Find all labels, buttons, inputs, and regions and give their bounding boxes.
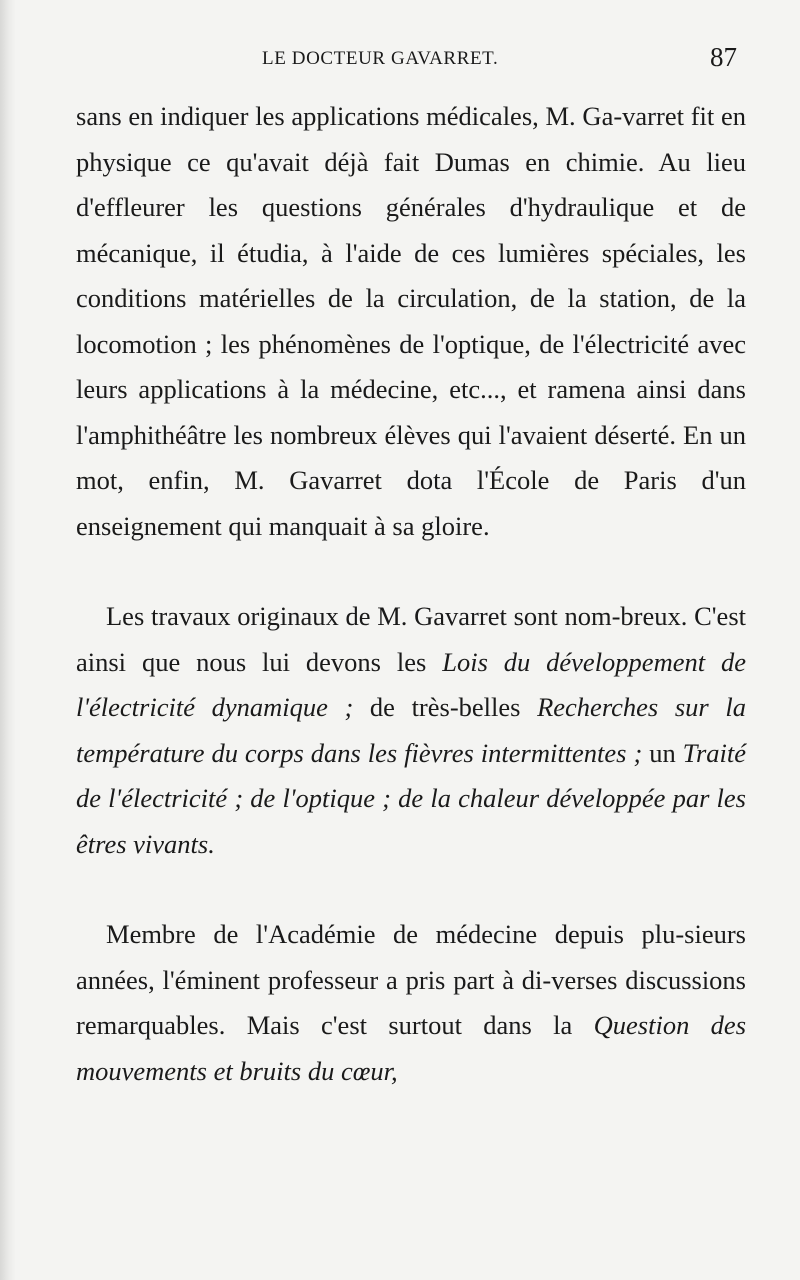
italic-title-run: Question des mouvements et bruits du cœur, (76, 1010, 747, 1086)
page-number: 87 (710, 42, 737, 72)
italic-title-run: Recherches sur la température du corps dans les fièvres intermittentes ; (76, 692, 746, 768)
text-run: de très-belles (353, 692, 538, 722)
text-run: sans en indiquer les applications médicales, M. Ga-varret fit en physique ce qu'avait déjà fait Dumas en chimie. Au lieu d'effleurer les questions générales d'hydraulique et de mécanique, il étudia, à l'aide de ces lumières spéciales, les conditions matérielles de la circulation, de la station, de la locomotion ; les phénomènes de l'optique, de l'électricité avec leurs applications à la médecine, etc..., et ramena ainsi dans l'amphithéâtre les nombreux élèves qui l'avaient déserté. En un mot, enfin, M. Gavarret dota l'École de Paris d'un enseignement qui manquait à sa gloire. (76, 101, 746, 541)
paragraph-1 (76, 94, 746, 549)
text-run: Les travaux originaux de M. Gavarret sont nom-breux. C'est ainsi que nous lui devons les (76, 601, 746, 677)
paragraph-3 (76, 912, 746, 1094)
paragraph-2 (76, 594, 746, 867)
page-header (0, 40, 800, 80)
italic-title-run: Traité de l'électricité ; de l'optique ; de la chaleur développée par les êtres vivants. (76, 737, 746, 859)
page-gutter (0, 0, 16, 1280)
text-run: Membre de l'Académie de médecine depuis plu-sieurs années, l'éminent professeur a pris part à di-verses discussions remarquables. Mais c'est surtout dans la (76, 919, 746, 1040)
text-run: un (642, 737, 683, 768)
running-head: LE DOCTEUR GAVARRET. (262, 48, 499, 69)
italic-title-run: Lois du développement de l'électricité dynamique ; (76, 646, 746, 722)
body-text (76, 94, 746, 1094)
